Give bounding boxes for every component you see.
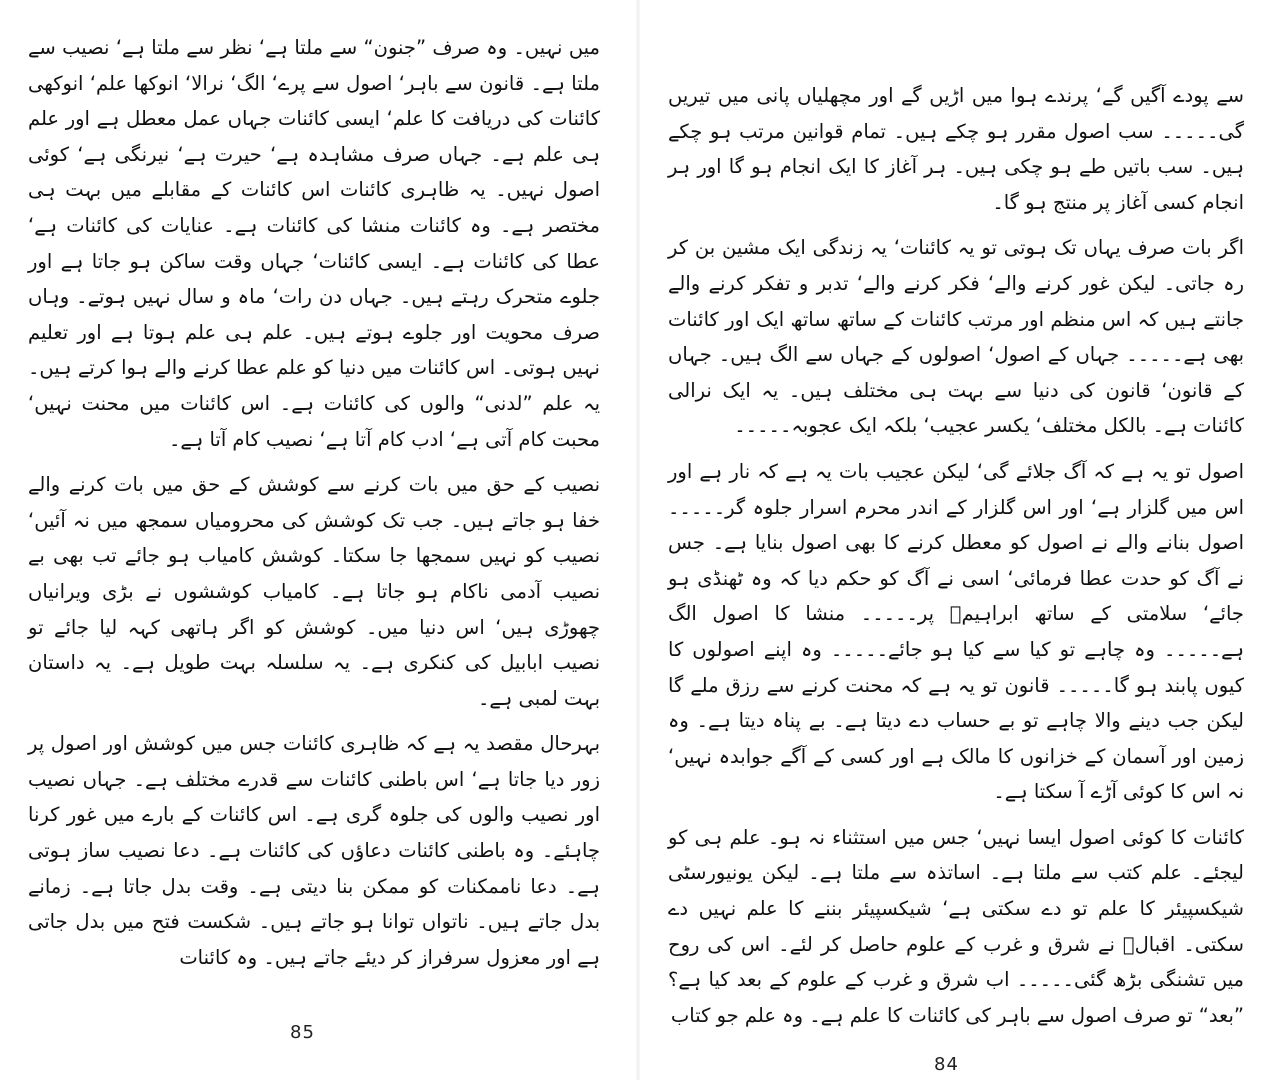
left-paragraph-3: بہرحال مقصد یہ ہے کہ ظاہری کائنات جس میں کوشش اور اصول پر زور دیا جاتا ہے‘ اس باطنی کائنات سے قدرے مختلف ہے۔ جہاں نصیب اور نصیب والوں کی جلوہ گری ہے۔ اس کائنات کے بارے میں غور کرنا چاہئے۔ وہ باطنی کائنات دعاؤں کی کائنات ہے۔ دعا نصیب ساز ہوتی ہے۔ دعا ناممکنات کو ممکن بنا دیتی ہے۔ وقت بدل جاتا ہے۔ زمانے بدل جاتے ہیں۔ ناتواں توانا ہو جاتے ہیں۔ شکست فتح میں بدل جاتی ہے اور معزول سرفراز کر دیئے جاتے ہیں۔ وہ کائنات	[28, 732, 600, 969]
right-page-number: 84	[934, 1054, 959, 1075]
right-paragraph-2: اگر بات صرف یہاں تک ہوتی تو یہ کائنات‘ یہ زندگی ایک مشین بن کر رہ جاتی۔ لیکن غور کرنے والے‘ فکر کرنے والے‘ تدبر و تفکر کرنے والے جانتے ہیں کہ اس منظم اور مرتب کائنات کے ساتھ ساتھ ایک اور کائنات بھی ہے۔۔۔۔۔ جہاں کے اصول‘ اصولوں کے جہاں سے الگ ہیں۔ جہاں کے قانون‘ قانون کی دنیا سے بہت ہی مختلف ہیں۔ یہ ایک نرالی کائنات ہے۔ بالکل مختلف‘ یکسر عجیب‘ بلکہ ایک عجوبہ۔۔۔۔۔	[668, 236, 1244, 438]
left-page-number: 85	[290, 1022, 315, 1043]
right-paragraph-1: سے پودے آگیں گے‘ پرندے ہوا میں اڑیں گے اور مچھلیاں پانی میں تیریں گی۔۔۔۔۔ سب اصول مقرر ہو چکے ہیں۔ تمام قوانین مرتب ہو چکے ہیں۔ سب باتیں طے ہو چکی ہیں۔ ہر آغاز کا ایک انجام ہو گا اور ہر انجام کسی آغاز پر منتج ہو گا۔	[668, 84, 1244, 214]
right-paragraph-4: کائنات کا کوئی اصول ایسا نہیں‘ جس میں استثناء نہ ہو۔ علم ہی کو لیجئے۔ علم کتب سے ملتا ہے۔ اساتذہ سے ملتا ہے۔ لیکن یونیورسٹی شیکسپیئر کا علم تو دے سکتی ہے‘ شیکسپیئر بننے کا علم نہیں دے سکتی۔ اقبالؒ نے شرق و غرب کے علوم حاصل کر لئے۔ اس کی روح میں تشنگی بڑھ گئی۔۔۔۔۔ اب شرق و غرب کے علوم کے بعد کیا ہے؟ ”بعد“ تو صرف اصول سے باہر کی کائنات کا علم ہے۔ وہ علم جو کتاب	[668, 825, 1244, 1027]
left-paragraph-2: نصیب کے حق میں بات کرنے سے کوشش کے حق میں بات کرنے والے خفا ہو جاتے ہیں۔ جب تک کوشش کی محرومیاں سمجھ میں نہ آئیں‘ نصیب کو نہیں سمجھا جا سکتا۔ کوشش کامیاب ہو جائے تب بھی بے نصیب آدمی ناکام ہو جاتا ہے۔ کامیاب کوششوں نے بڑی ویرانیاں چھوڑی ہیں‘ اس دنیا میں۔ کوشش کو اگر ہاتھی کہہ لیا جائے تو نصیب ابابیل کی کنکری ہے۔ یہ سلسلہ بہت طویل ہے۔ یہ داستان بہت لمبی ہے۔	[28, 473, 600, 710]
left-paragraph-1: میں نہیں۔ وہ صرف ”جنون“ سے ملتا ہے‘ نظر سے ملتا ہے‘ نصیب سے ملتا ہے۔ قانون سے باہر‘ اصول سے پرے‘ الگ‘ نرالا‘ انوکھا علم‘ انوکھی کائنات کی دریافت کا علم‘ ایسی کائنات جہاں عمل معطل ہے اور علم ہی علم ہے۔ جہاں صرف مشاہدہ ہے‘ حیرت ہے‘ نیرنگی ہے‘ کوئی اصول نہیں۔ یہ ظاہری کائنات اس کائنات کے مقابلے میں بہت ہی مختصر ہے۔ وہ کائنات منشا کی کائنات ہے۔ عنایات کی کائنات ہے‘ عطا کی کائنات ہے۔ ایسی کائنات‘ جہاں وقت ساکن ہو جاتا ہے اور جلوے متحرک رہتے ہیں۔ جہاں دن رات‘ ماہ و سال نہیں ہوتے۔ وہاں صرف محویت اور جلوے ہوتے ہیں۔ علم ہی علم ہوتا ہے اور تعلیم نہیں ہوتی۔ اس کائنات میں دنیا کو علم عطا کرنے والے ہوا کرتے ہیں۔ یہ علم ”لدنی“ والوں کی کائنات ہے۔ اس کائنات میں محنت نہیں‘ محبت کام آتی ہے‘ ادب کام آتا ہے‘ نصیب کام آتا ہے۔	[28, 36, 600, 451]
left-page-text	[28, 30, 600, 975]
right-page	[638, 0, 1276, 1080]
right-paragraph-3: اصول تو یہ ہے کہ آگ جلائے گی‘ لیکن عجیب بات یہ ہے کہ نار ہے اور اس میں گلزار ہے‘ اور اس گلزار کے اندر محرم اسرار جلوہ گر۔۔۔۔۔ اصول بنانے والے نے اصول کو معطل کرنے کا بھی اصول بنایا ہے۔ جس نے آگ کو حدت عطا فرمائی‘ اسی نے آگ کو حکم دیا کہ وہ ٹھنڈی ہو جائے‘ سلامتی کے ساتھ ابراہیمؑ پر۔۔۔۔۔ منشا کا اصول الگ ہے۔۔۔۔۔ وہ چاہے تو کیا سے کیا ہو جائے۔۔۔۔۔ وہ اپنے اصولوں کا کیوں پابند ہو گا۔۔۔۔۔ قانون تو یہ ہے کہ محنت کرنے سے رزق ملے گا لیکن جب دینے والا چاہے تو بے حساب دے دیتا ہے۔ بے پناہ دیتا ہے۔ وہ زمین اور آسمان کے خزانوں کا مالک ہے اور کسی کے آگے جوابدہ نہیں‘ نہ اس کا کوئی آڑے آ سکتا ہے۔	[668, 459, 1244, 804]
right-page-text	[668, 78, 1244, 1033]
